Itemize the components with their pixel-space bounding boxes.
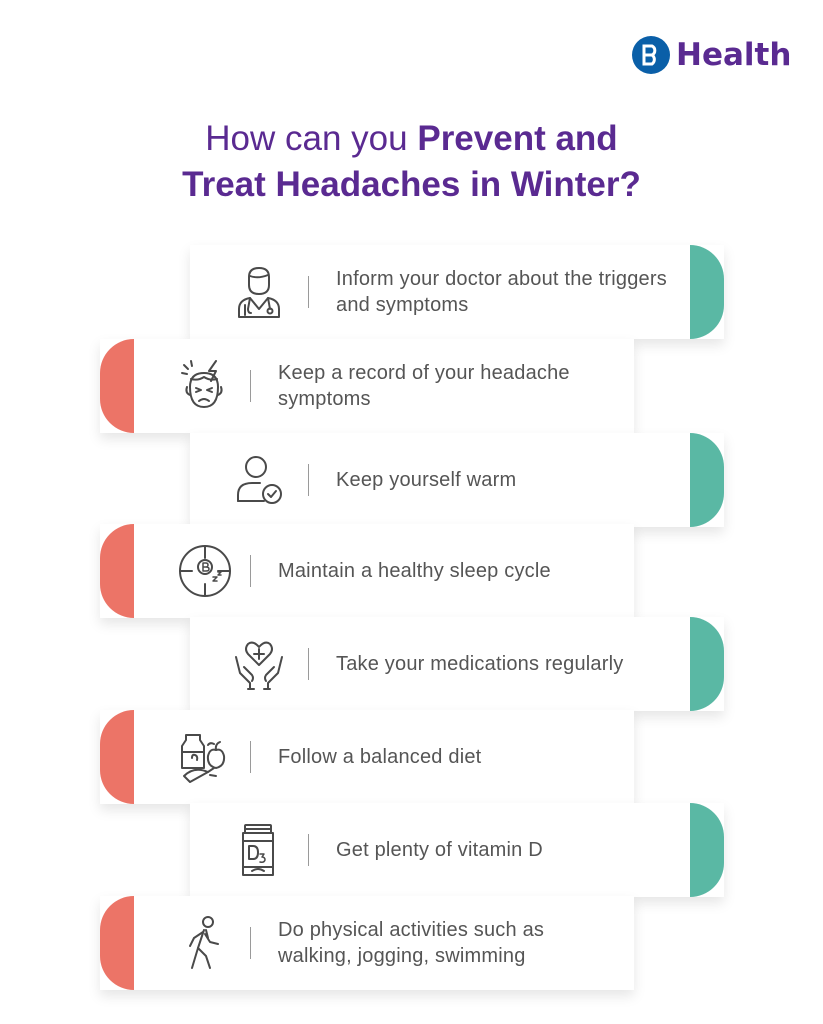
separator bbox=[308, 276, 309, 308]
title-bold-text: Prevent and bbox=[417, 119, 618, 158]
hands-heart-icon bbox=[230, 635, 288, 693]
logo-mark-icon bbox=[632, 36, 670, 74]
headache-face-icon bbox=[176, 357, 234, 415]
tip-text: Take your medications regularly bbox=[336, 653, 624, 675]
tip-text: Follow a balanced diet bbox=[278, 746, 482, 768]
tip-card-medications bbox=[190, 617, 724, 711]
brand-name: Health bbox=[676, 37, 792, 73]
tip-card-record bbox=[100, 339, 634, 433]
tip-text: Inform your doctor about the triggers and symptoms bbox=[336, 268, 667, 316]
accent-tab bbox=[690, 803, 724, 897]
tip-text: Maintain a healthy sleep cycle bbox=[278, 560, 551, 582]
tip-card-vitamin-d bbox=[190, 803, 724, 897]
accent-tab bbox=[690, 245, 724, 339]
page-title bbox=[0, 116, 823, 208]
sleep-clock-icon bbox=[176, 542, 234, 600]
accent-tab bbox=[100, 524, 134, 618]
doctor-icon bbox=[230, 263, 288, 321]
accent-tab bbox=[100, 896, 134, 990]
tip-text: Get plenty of vitamin D bbox=[336, 839, 543, 861]
tip-card-physical-activity bbox=[100, 896, 634, 990]
separator bbox=[308, 464, 309, 496]
tip-text: Do physical activities such as walking, jogging, swimming bbox=[278, 919, 545, 967]
user-check-icon bbox=[230, 451, 288, 509]
healthy-food-icon bbox=[176, 728, 234, 786]
accent-tab bbox=[690, 617, 724, 711]
walking-person-icon bbox=[176, 914, 234, 972]
title-line-1 bbox=[0, 116, 823, 162]
title-line-2: Treat Headaches in Winter? bbox=[182, 165, 641, 204]
tip-text: Keep a record of your headache symptoms bbox=[278, 362, 570, 410]
accent-tab bbox=[690, 433, 724, 527]
tip-card-warm bbox=[190, 433, 724, 527]
tip-card-diet bbox=[100, 710, 634, 804]
separator bbox=[250, 741, 251, 773]
brand-logo bbox=[632, 36, 791, 74]
accent-tab bbox=[100, 710, 134, 804]
accent-tab bbox=[100, 339, 134, 433]
vitamin-d3-bottle-icon bbox=[230, 821, 288, 879]
separator bbox=[250, 555, 251, 587]
tip-card-sleep bbox=[100, 524, 634, 618]
separator bbox=[308, 834, 309, 866]
tip-card-doctor bbox=[190, 245, 724, 339]
separator bbox=[308, 648, 309, 680]
tip-text: Keep yourself warm bbox=[336, 469, 517, 491]
title-light-text: How can you bbox=[205, 119, 418, 158]
separator bbox=[250, 370, 251, 402]
separator bbox=[250, 927, 251, 959]
